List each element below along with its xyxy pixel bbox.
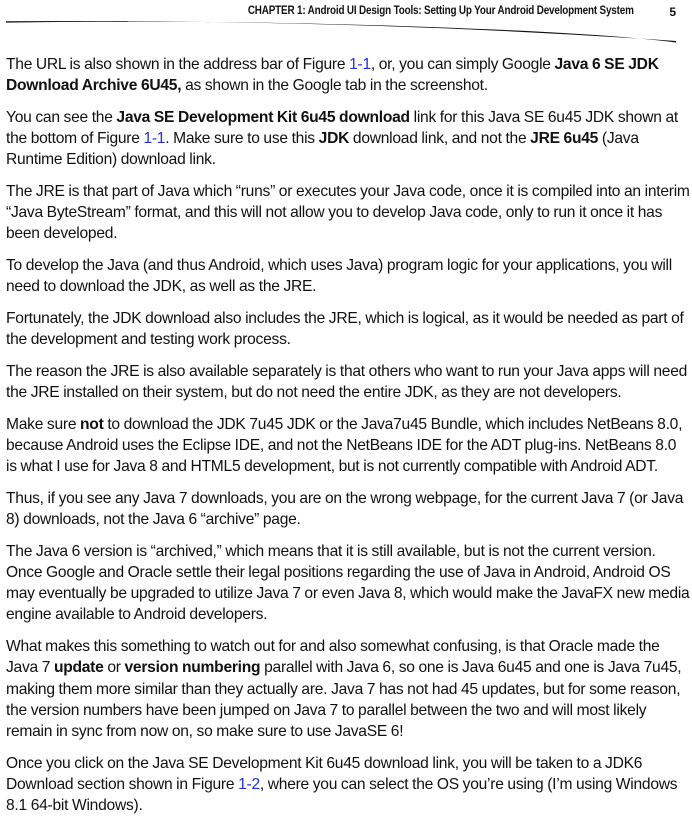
bold-term: Java SE Development Kit 6u45 download: [116, 108, 410, 126]
figure-link[interactable]: 1-1: [143, 130, 166, 148]
bold-term: Java 6 SE JDK Download Archive 6U45,: [6, 56, 659, 95]
paragraph: To develop the Java (and thus Android, which uses Java) program logic for your applications, you will need to download the JDK, as well as the JRE.: [6, 257, 672, 296]
paragraph: Make sure not to download the JDK 7u45 JDK or the Java7u45 Bundle, which includes NetBeans 8.0, because Android uses the Eclipse IDE, and not the NetBeans IDE for the ADT plug-ins. NetBeans 8.0 is what I use for Java 8 and HTML5 development, but is not currently compatible with Android ADT.: [6, 415, 683, 476]
bold-term: JRE 6u45: [530, 130, 599, 148]
paragraph: What makes this something to watch out for and also somewhat confusing, is that Oracle made the Java 7 update or version numbering parallel with Java 6, so one is Java 6u45 and one is Java 7u45, making them more similar than they actually are. Java 7 has not had 45 updates, but for some reason, the version numbers have been jumped on Java 7 to parallel between the two and will most likely remain in sync from now on, so make sure to use JavaSE 6!: [6, 638, 682, 740]
paragraph: Fortunately, the JDK download also includes the JRE, which is logical, as it would be needed as part of the development and testing work process.: [6, 310, 684, 349]
paragraph: The URL is also shown in the address bar of Figure 1-1, or, you can simply Google Java 6 SE JDK Download Archive 6U45, as shown in the Google tab in the screenshot.: [6, 56, 659, 95]
paragraph: The Java 6 version is “archived,” which means that it is still available, but is not the current version. Once Google and Oracle settle their legal positions regarding the use of Java in Android, Android OS may eventually be upgraded to utilize Java 7 or even Java 8, which would make the JavaFX new media engine available to Android developers.: [6, 542, 690, 624]
header-divider: [0, 0, 692, 50]
bold-term: not: [80, 415, 104, 433]
figure-link[interactable]: 1-1: [349, 56, 371, 73]
paragraph: Once you click on the Java SE Development Kit 6u45 download link, you will be taken to a JDK6 Download section shown in Figure 1-2, where you can select the OS you’re using (I’m using Windows 8.1 64-bit Windows).: [6, 754, 678, 815]
paragraph: Thus, if you see any Java 7 downloads, you are on the wrong webpage, for the current Java 7 (or Java 8) downloads, not the Java 6 “archive” page.: [6, 489, 684, 529]
paragraph: You can see the Java SE Development Kit 6u45 download link for this Java SE 6u45 JDK shown at the bottom of Figure 1-1. Make sure to use this JDK download link, and not the JRE 6u45 (Java Runtime Edition) download link.: [6, 108, 678, 169]
page-body: [6, 54, 690, 827]
bold-term: JDK: [318, 130, 350, 148]
bold-term: update: [53, 659, 104, 677]
page-number: 5: [669, 5, 676, 19]
bold-term: version numbering: [124, 659, 261, 677]
paragraph: The reason the JRE is also available separately is that others who want to run your Java apps will need the JRE installed on their system, but do not need the entire JDK, as they are not developers.: [6, 362, 688, 402]
chapter-title: CHAPTER 1: Android UI Design Tools: Setting Up Your Android Development System: [248, 5, 634, 17]
paragraph: The JRE is that part of Java which “runs” or executes your Java code, once it is compiled into an interim “Java ByteStream” format, and this will not allow you to develop Java code, only to run it once it has been developed.: [6, 183, 690, 243]
figure-link[interactable]: 1-2: [238, 775, 260, 793]
